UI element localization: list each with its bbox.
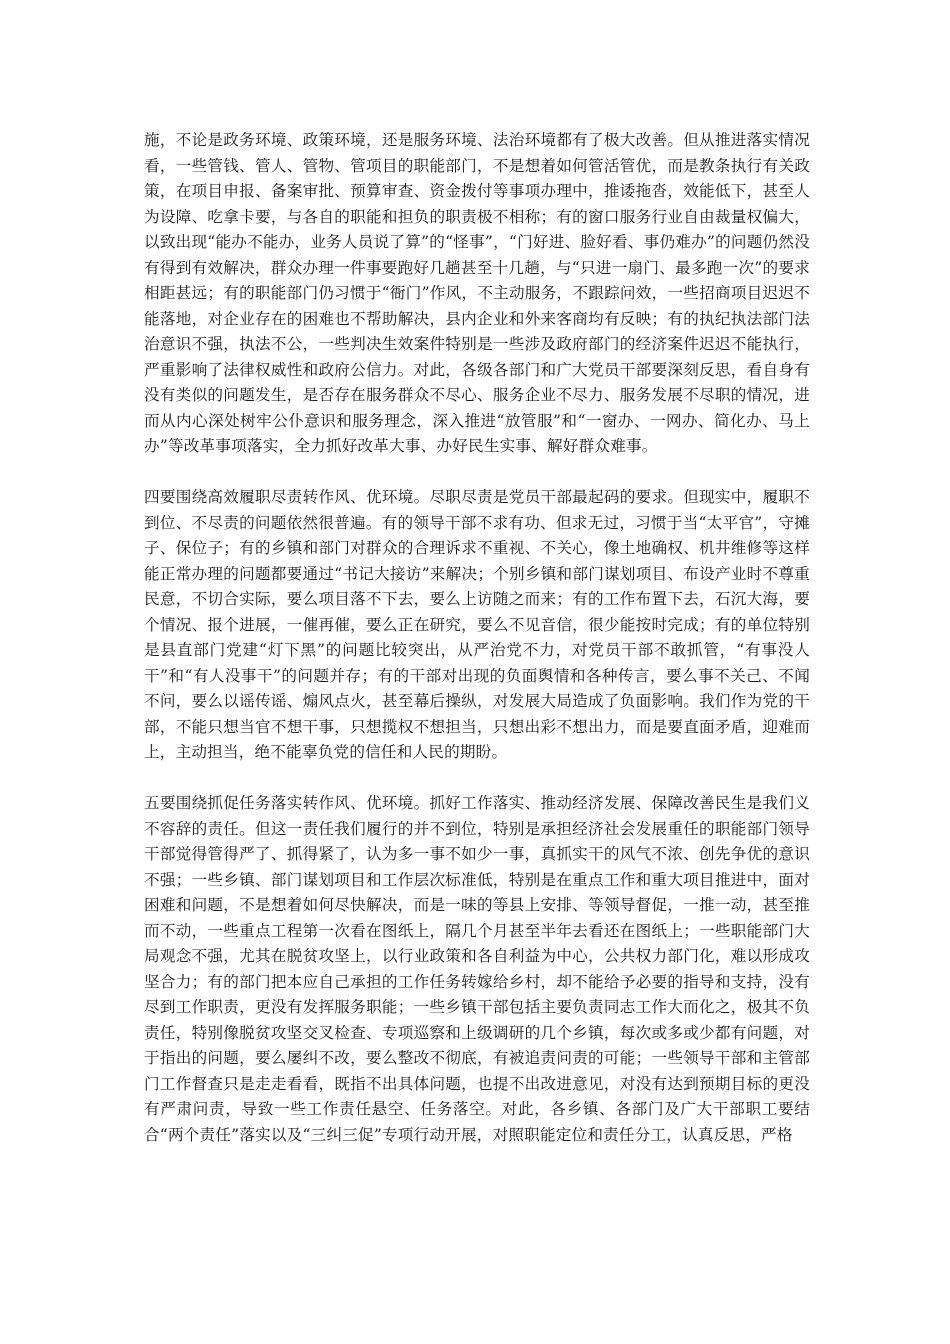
paragraph-continuation: 施，不论是政务环境、政策环境，还是服务环境、法治环境都有了极大改善。但从推进落实情况看，一些管钱、管人、管物、管项目的职能部门，不是想着如何管活管优，而是教条执行有关政策，在项目申报、备案审批、预算审查、资金拨付等事项办理中，推诿拖沓，效能低下，甚至人为设障、吃拿卡要，与各自的职能和担负的职责极不相称；有的窗口服务行业自由裁量权偏大，以致出现“能办不能办，业务人员说了算”的“怪事”，“门好进、脸好看、事仍难办”的问题仍然没有得到有效解决，群众办理一件事要跑好几趟甚至十几趟，与“只进一扇门、最多跑一次”的要求相距甚远；有的职能部门仍习惯于“衙门”作风，不主动服务，不跟踪问效，一些招商项目迟迟不能落地，对企业存在的困难也不帮助解决，县内企业和外来客商均有反映；有的执纪执法部门法治意识不强，执法不公，一些判决生效案件特别是一些涉及政府部门的经济案件迟迟不能执行，严重影响了法律权威性和政府公信力。对此，各级各部门和广大党员干部要深刻反思，看自身有没有类似的问题发生，是否存在服务群众不尽心、服务企业不尽力、服务发展不尽职的情况，进而从内心深处树牢公仆意识和服务理念，深入推进“放管服”和“一窗办、一网办、简化办、马上办”等改革事项落实，全力抓好改革大事、办好民生实事、解好群众难事。 xyxy=(144,131,810,455)
paragraph-section-five: 五要围绕抓促任务落实转作风、优环境。抓好工作落实、推动经济发展、保障改善民生是我们义不容辞的责任。但这一责任我们履行的并不到位，特别是承担经济社会发展重任的职能部门领导干部觉得管得严了、抓得紧了，认为多一事不如少一事，真抓实干的风气不浓、创先争优的意识不强；一些乡镇、部门谋划项目和工作层次标准低，特别是在重点工作和重大项目推进中，面对困难和问题，不是想着如何尽快解决，而是一味的等县上安排、等领导督促，一推一动，甚至推而不动，一些重点工程第一次看在图纸上，隔几个月甚至半年去看还在图纸上；一些职能部门大局观念不强，尤其在脱贫攻坚上，以行业政策和各自利益为中心，公共权力部门化，难以形成攻坚合力；有的部门把本应自己承担的工作任务转嫁给乡村，却不能给予必要的指导和支持，没有尽到工作职责，更没有发挥服务职能；一些乡镇干部包括主要负责同志工作大而化之，极其不负责任，特别像脱贫攻坚交叉检查、专项巡察和上级调研的几个乡镇，每次或多或少都有问题，对于指出的问题，要么屡纠不改，要么整改不彻底，有被追责问责的可能；一些领导干部和主管部门工作督查只是走走看看，既指不出具体问题，也提不出改进意见，对没有达到预期目标的更没有严肃问责，导致一些工作责任悬空、任务落空。对此，各乡镇、各部门及广大干部职工要结合“两个责任”落实以及“三纠三促”专项行动开展，对照职能定位和责任分工，认真反思，严格 xyxy=(144,794,810,1144)
paragraph-section-four: 四要围绕高效履职尽责转作风、优环境。尽职尽责是党员干部最起码的要求。但现实中，履职不到位、不尽责的问题依然很普遍。有的领导干部不求有功、但求无过，习惯于当“太平官”，守摊子、保位子；有的乡镇和部门对群众的合理诉求不重视、不关心，像土地确权、机井维修等这样能正常办理的问题都要通过“书记大接访”来解决；个别乡镇和部门谋划项目、布设产业时不尊重民意，不切合实际，要么项目落不下去，要么上访随之而来；有的工作布置下去，石沉大海，要个情况、报个进展，一催再催，要么正在研究，要么不见音信，很少能按时完成；有的单位特别是县直部门党建“灯下黑”的问题比较突出，从严治党不力，对党员干部不敢抓管，“有事没人干”和“有人没事干”的问题并存；有的干部对出现的负面舆情和各种传言，要么事不关己、不闻不问，要么以谣传谣、煽风点火，甚至幕后操纵，对发展大局造成了负面影响。我们作为党的干部，不能只想当官不想干事，只想揽权不想担当，只想出彩不想出力，而是要直面矛盾，迎难而上，主动担当，绝不能辜负党的信任和人民的期盼。 xyxy=(144,488,810,761)
document-body xyxy=(144,128,810,1148)
